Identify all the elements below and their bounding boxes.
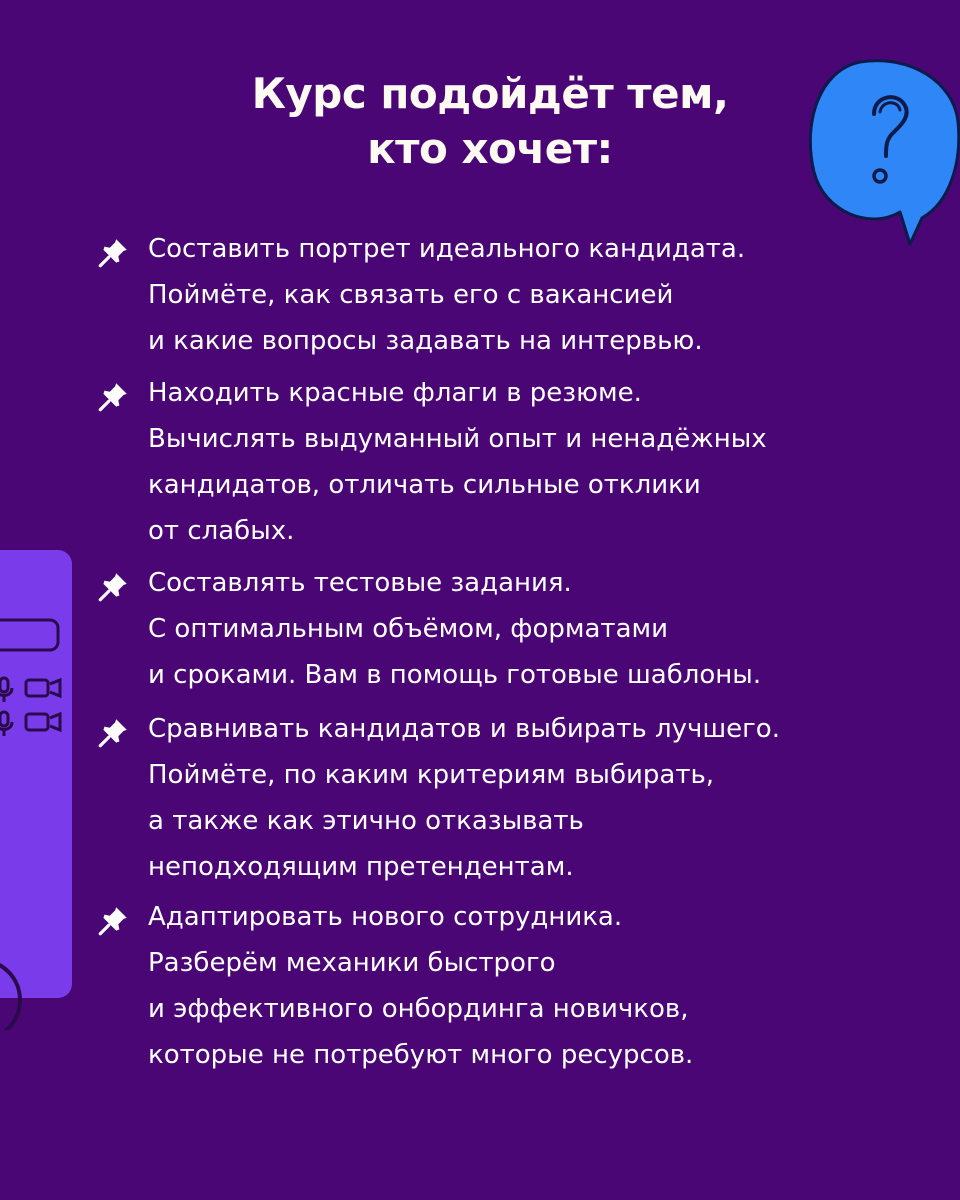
- item-text-line: Поймёте, как связать его с вакансией: [148, 280, 674, 310]
- item-text-line: Вычислять выдуманный опыт и ненадёжных: [148, 424, 767, 454]
- item-text-line: от слабых.: [148, 516, 295, 546]
- item-text-line: и эффективного онбординга новичков,: [148, 994, 689, 1024]
- item-text-line: и какие вопросы задавать на интервью.: [148, 326, 703, 356]
- pushpin-icon: [96, 716, 130, 750]
- item-text-line: Составлять тестовые задания.: [148, 568, 572, 598]
- pushpin-icon: [96, 236, 130, 270]
- item-text-line: Сравнивать кандидатов и выбирать лучшего.: [148, 714, 780, 744]
- item-text-line: С оптимальным объёмом, форматами: [148, 614, 669, 644]
- item-text-line: Составить портрет идеального кандидата.: [148, 234, 746, 264]
- pushpin-icon: [96, 380, 130, 414]
- title-line-2: кто хочет:: [367, 124, 613, 173]
- item-text-line: Поймёте, по каким критериям выбирать,: [148, 760, 715, 790]
- item-text-line: Находить красные флаги в резюме.: [148, 378, 642, 408]
- item-text-line: кандидатов, отличать сильные отклики: [148, 470, 701, 500]
- item-text-line: Разберём механики быстрого: [148, 948, 556, 978]
- title-line-1: Курс подойдёт тем,: [251, 69, 729, 118]
- item-text-line: и сроками. Вам в помощь готовые шаблоны.: [148, 660, 762, 690]
- pushpin-icon: [96, 570, 130, 604]
- item-text-line: которые не потребуют много ресурсов.: [148, 1040, 694, 1070]
- item-text-line: Адаптировать нового сотрудника.: [148, 902, 623, 932]
- pushpin-icon: [96, 904, 130, 938]
- item-text-line: а также как этично отказывать: [148, 806, 584, 836]
- item-text-line: неподходящим претендентам.: [148, 852, 574, 882]
